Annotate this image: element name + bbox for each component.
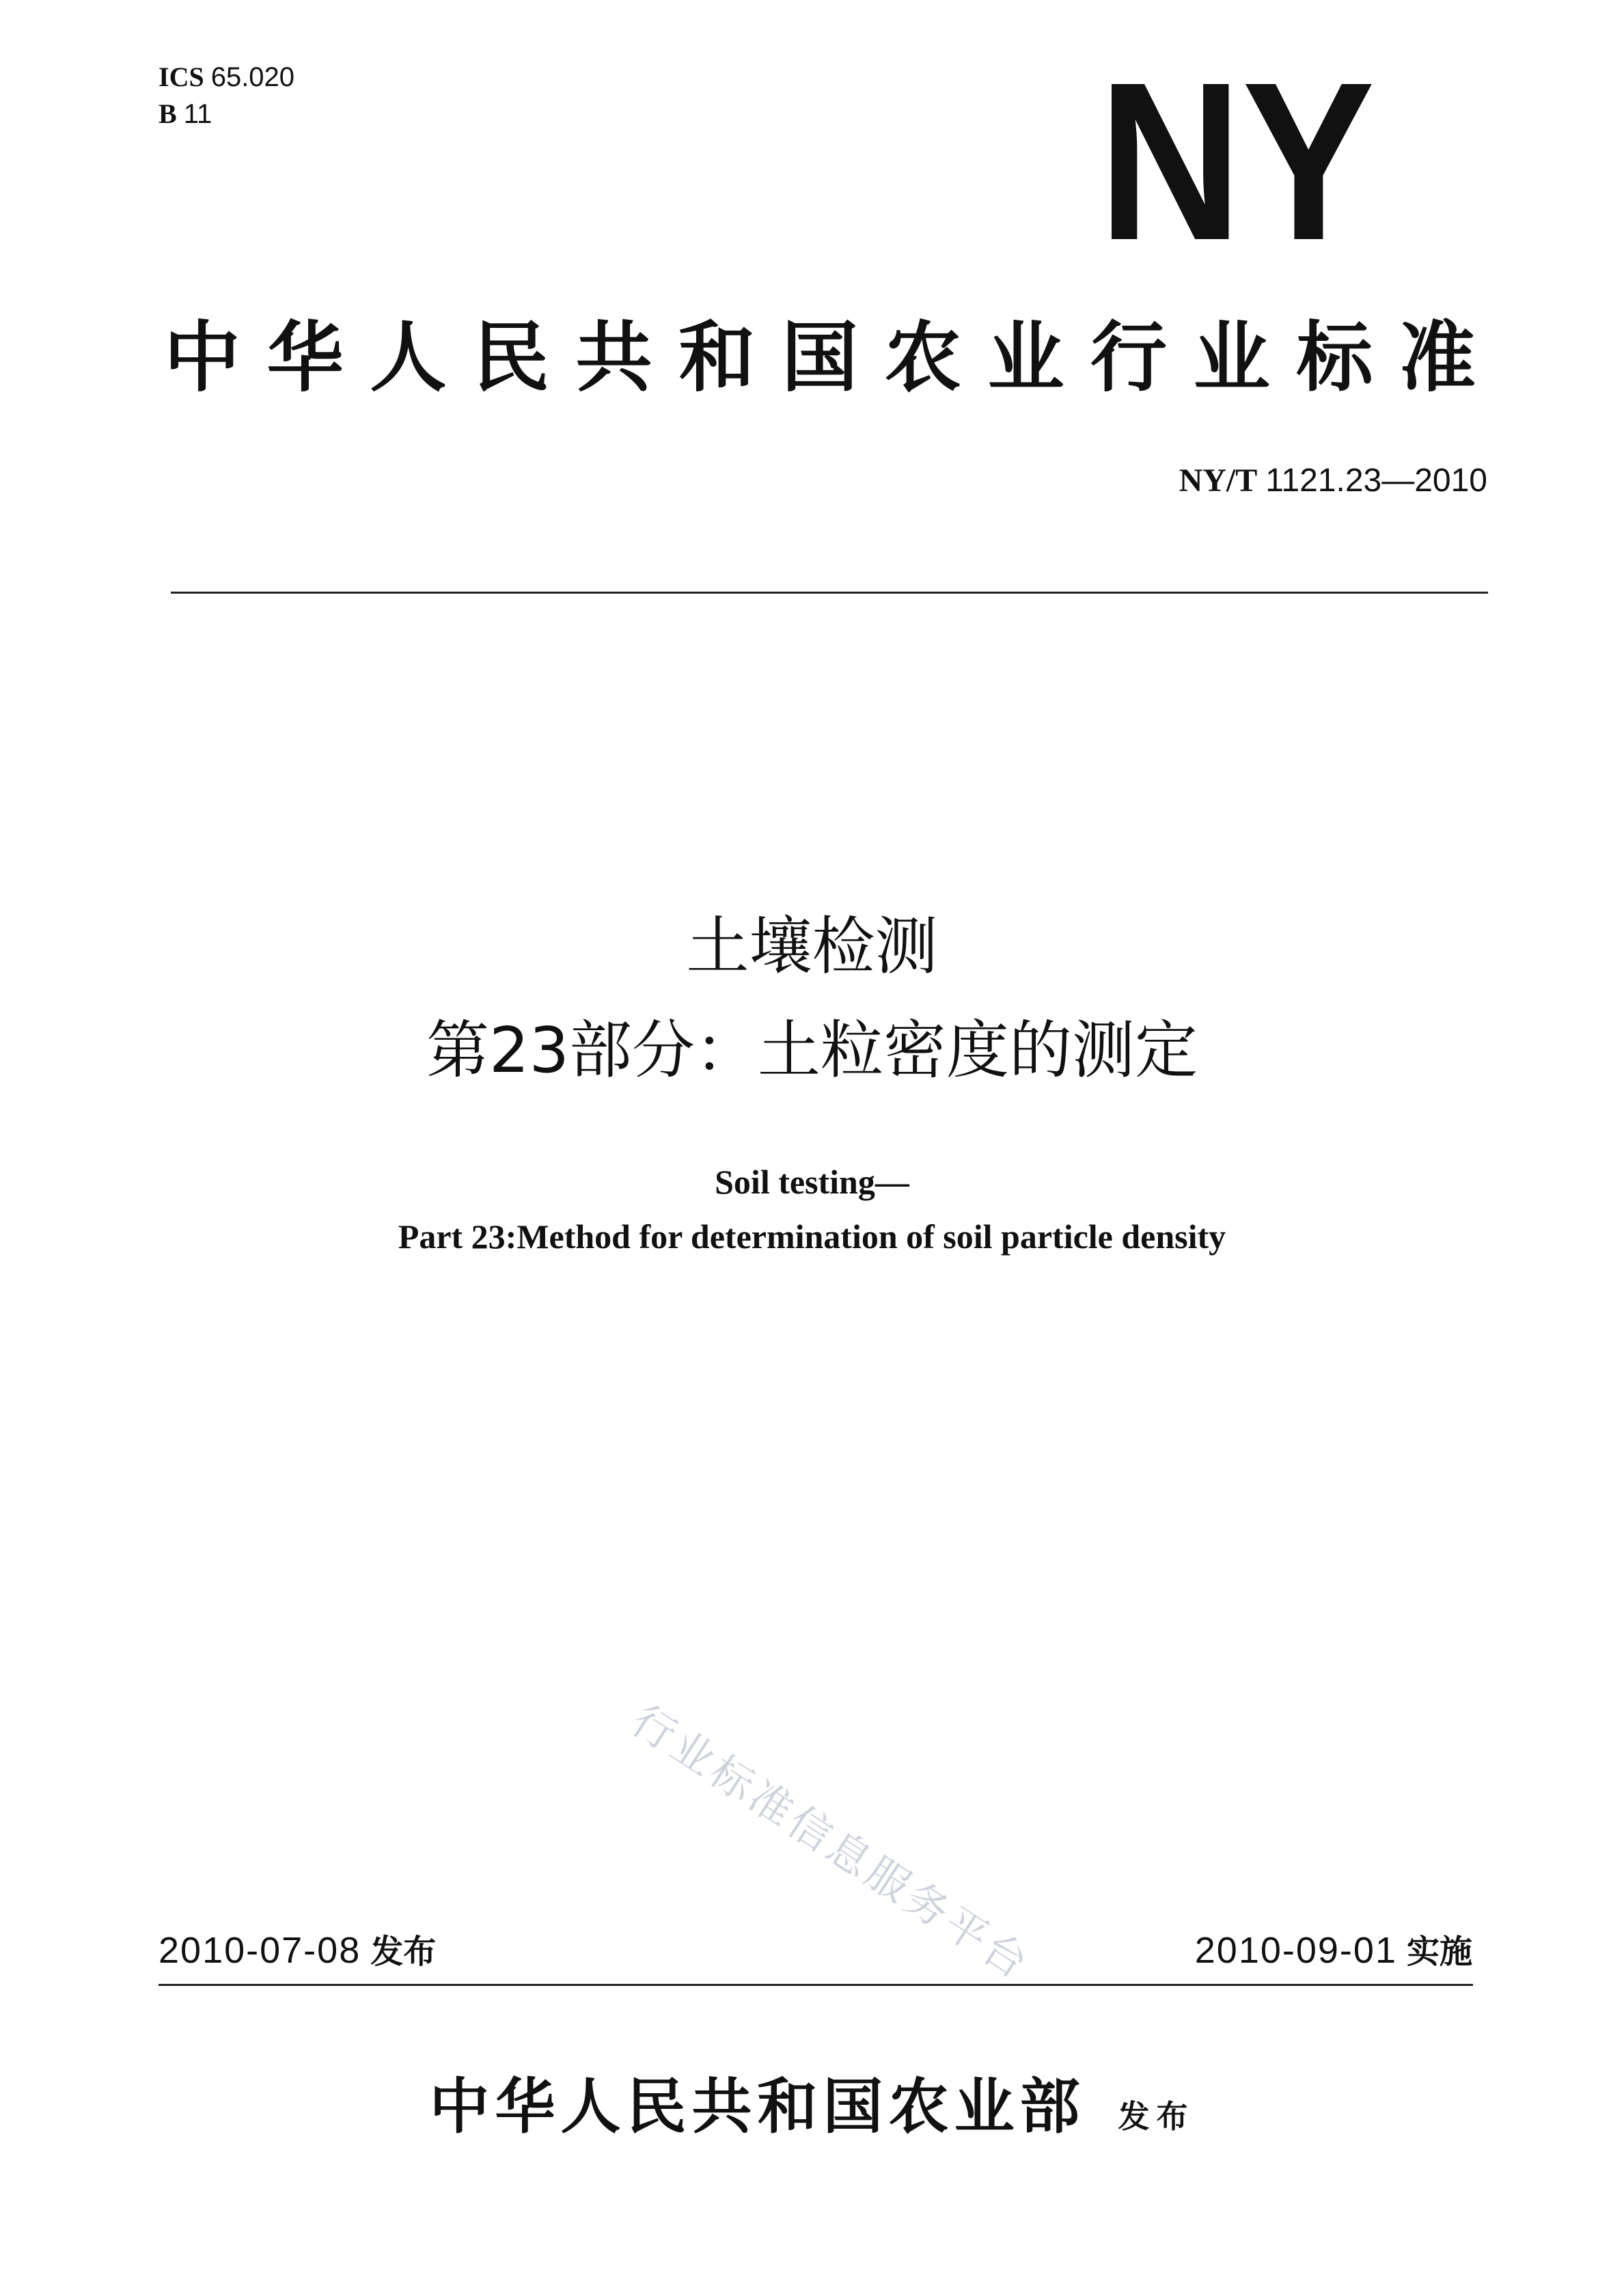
english-title-line2: Part 23:Method for determination of soil particle density xyxy=(398,1217,1226,1256)
publisher-action: 发布 xyxy=(1118,2098,1195,2135)
classification-codes xyxy=(159,59,294,133)
footer-divider xyxy=(159,1984,1473,1986)
publisher xyxy=(0,2059,1624,2145)
publisher-org: 中华人民共和国农业部 xyxy=(429,2071,1086,2142)
standard-number: NY/T 1121.23—2010 xyxy=(1179,462,1487,499)
ccs-code: B 11 xyxy=(159,98,212,129)
chinese-title-line2: 第23部分：土粒密度的测定 xyxy=(426,1014,1198,1087)
header-divider xyxy=(171,592,1488,594)
english-title xyxy=(0,1155,1624,1264)
implementation-date: 2010-09-01 实施 xyxy=(1194,1930,1472,1971)
ny-logo-text: NY xyxy=(1098,35,1375,287)
ics-code: ICS 65.020 xyxy=(159,61,295,92)
standard-category-title-svg xyxy=(164,281,1476,418)
english-title-line1: Soil testing— xyxy=(715,1163,909,1201)
watermark xyxy=(615,1695,1134,2002)
ny-logo xyxy=(1093,35,1380,287)
watermark-text: 行业标准信息服务平台 xyxy=(622,1695,1040,1990)
chinese-title-line1: 土壤检测 xyxy=(686,910,938,983)
standard-category-title xyxy=(164,281,1476,418)
chinese-title xyxy=(0,895,1624,1103)
standard-category-title-text: 中华人民共和国农业行业标准 xyxy=(164,314,1476,402)
issue-date: 2010-07-08 发布 xyxy=(159,1930,437,1971)
